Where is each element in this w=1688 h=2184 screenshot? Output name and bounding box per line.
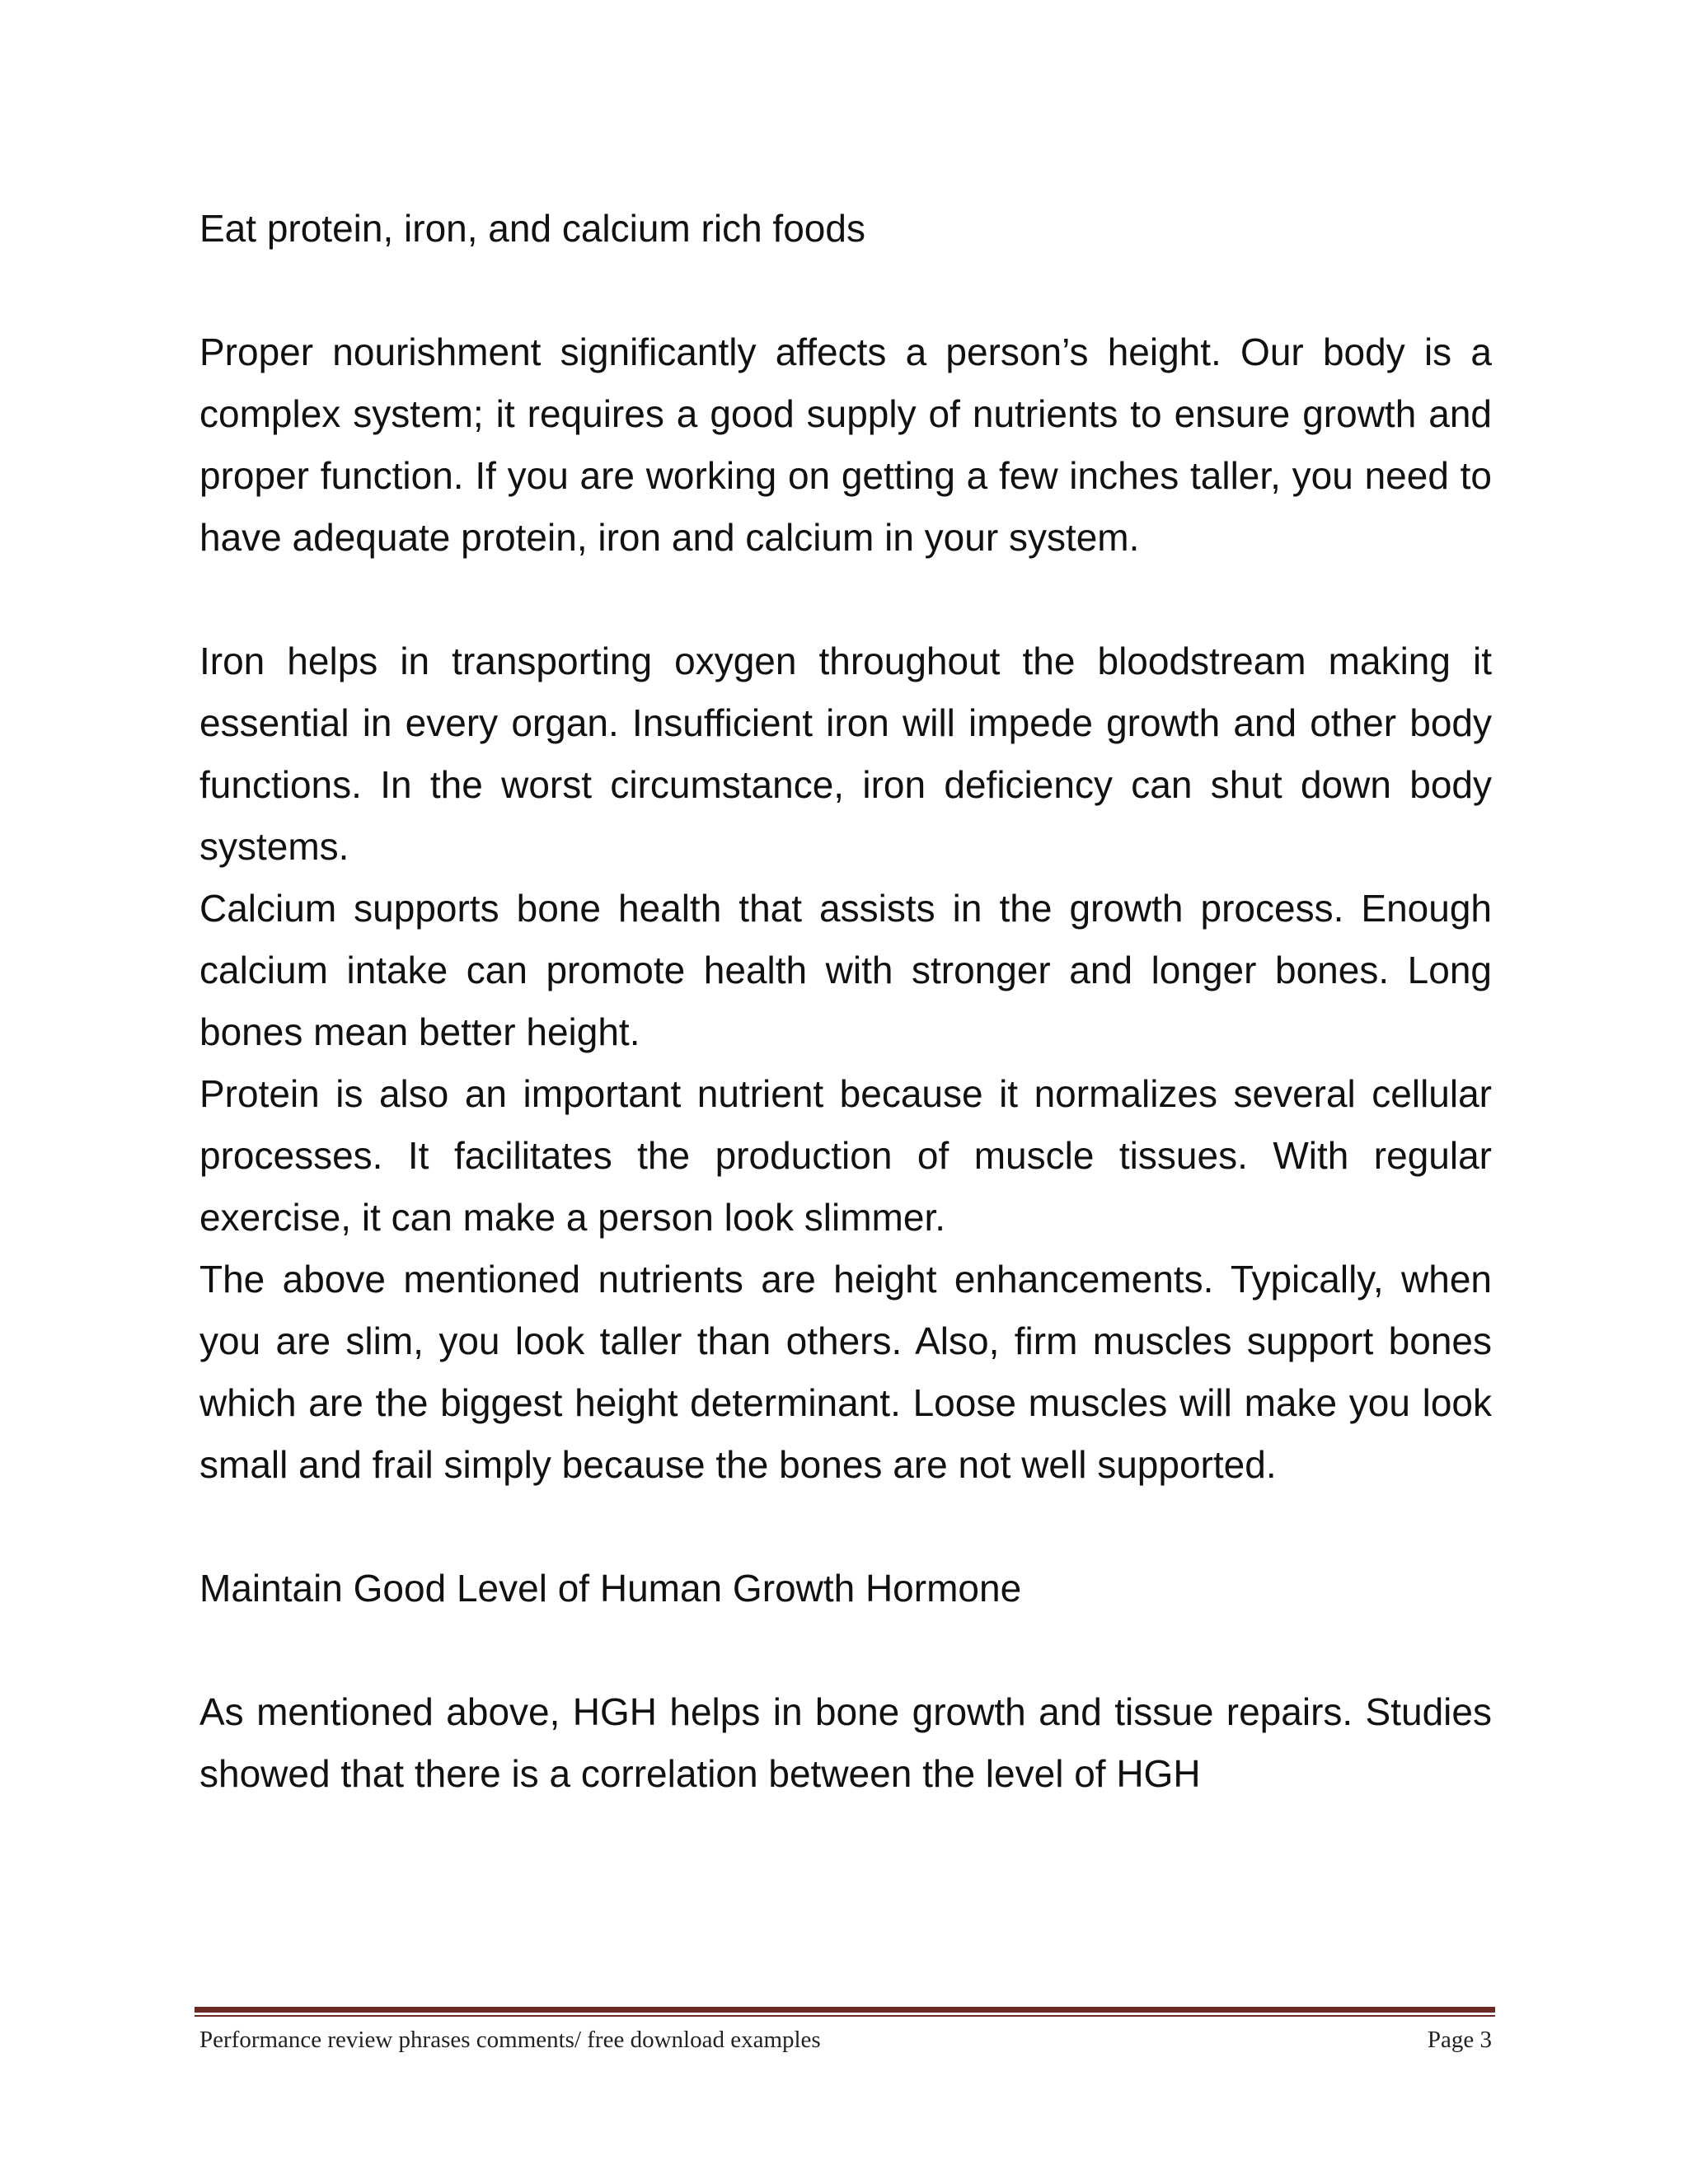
paragraph-protein: Protein is also an important nutrient because it normalizes several cellular processes. It facilitates the production of muscle tissues. With regular exercise, it can make a person look slimmer.	[199, 1072, 1492, 1239]
page-footer	[199, 2023, 1492, 2056]
spacer	[199, 1619, 1492, 1681]
paragraph-hgh: As mentioned above, HGH helps in bone growth and tissue repairs. Studies showed that there is a correlation between the level of HGH	[199, 1690, 1492, 1795]
footer-title: Performance review phrases comments/ free download examples	[199, 2027, 821, 2053]
footer-divider	[195, 2007, 1495, 2018]
page-number: Page 3	[1427, 2027, 1492, 2053]
spacer	[199, 569, 1492, 630]
section-heading-hgh: Maintain Good Level of Human Growth Hormone	[199, 1567, 1022, 1610]
paragraph-height-enhancements: The above mentioned nutrients are height enhancements. Typically, when you are slim, you look taller than others. Also, firm muscles support bones which are the biggest height determinant. Loose muscles will make you look small and frail simply because the bones are not well supported.	[199, 1258, 1492, 1486]
page-content	[199, 198, 1492, 1805]
footer-divider-thick-line	[195, 2007, 1495, 2013]
spacer	[199, 1496, 1492, 1558]
footer-divider-thin-line	[195, 2015, 1495, 2017]
paragraph-iron: Iron helps in transporting oxygen throughout the bloodstream making it essential in every organ. Insufficient iron will impede growth and other body functions. In the worst circumstance, iron deficiency can shut down body systems.	[199, 640, 1492, 868]
section-heading-nutrition: Eat protein, iron, and calcium rich foods	[199, 207, 865, 250]
spacer	[199, 260, 1492, 321]
paragraph-calcium: Calcium supports bone health that assists in the growth process. Enough calcium intake can promote health with stronger and longer bones. Long bones mean better height.	[199, 887, 1492, 1053]
paragraph-nourishment: Proper nourishment significantly affects a person’s height. Our body is a complex system; it requires a good supply of nutrients to ensure growth and proper function. If you are working on getting a few inches taller, you need to have adequate protein, iron and calcium in your system.	[199, 330, 1492, 559]
